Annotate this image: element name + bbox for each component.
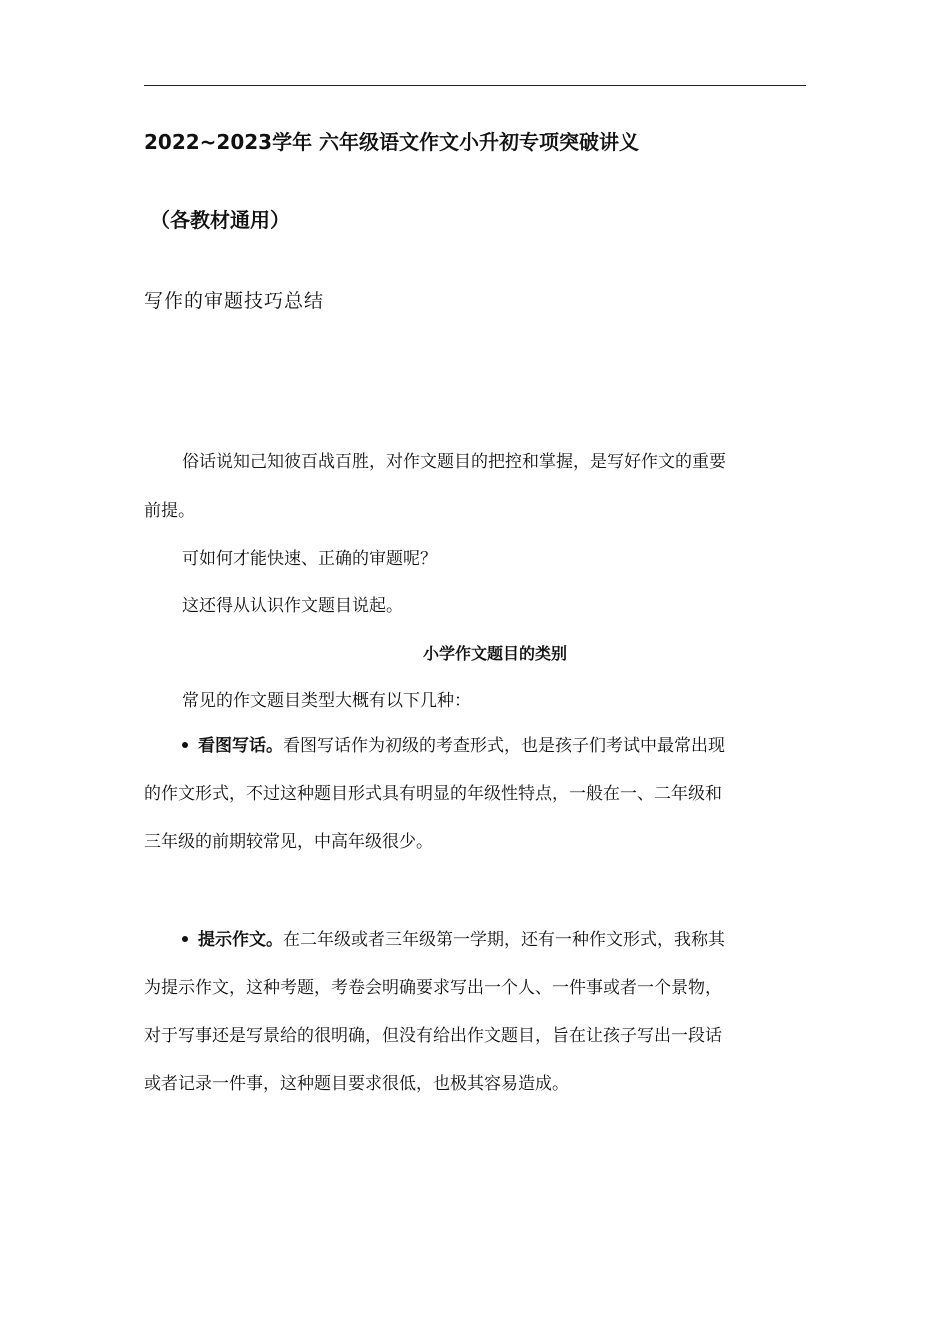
bullet-item-picture-writing (144, 732, 808, 876)
bullet-line: 或者记录一件事，这种题目要求很低，也极其容易造成。 (144, 1074, 569, 1094)
bullet-lead: 提示作文。 (198, 930, 283, 950)
intro-paragraph-3: 这还得从认识作文题目说起。 (182, 596, 403, 616)
bullet-item-prompt-writing (144, 926, 808, 1118)
document-title: 2022~2023学年 六年级语文作文小升初专项突破讲义 (144, 130, 640, 154)
intro-paragraph-2: 可如何才能快速、正确的审题呢？ (182, 549, 437, 569)
intro-paragraph-1-line-1: 俗话说知己知彼百战百胜，对作文题目的把控和掌握，是写好作文的重要 (182, 452, 726, 472)
header-rule (144, 85, 806, 86)
bullet-dot-icon (182, 936, 188, 942)
bullet-line: 为提示作文，这种考题，考卷会明确要求写出一个人、一件事或者一个景物， (144, 978, 722, 998)
document-title-subnote: （各教材通用） (150, 208, 290, 232)
bullet-lead: 看图写话。 (198, 736, 283, 756)
bullet-line (144, 732, 808, 780)
bullet-line: 三年级的前期较常见，中高年级很少。 (144, 832, 433, 852)
bullet-dot-icon (182, 742, 188, 748)
bullet-text: 看图写话作为初级的考查形式，也是孩子们考试中最常出现 (283, 736, 725, 756)
bullet-line: 的作文形式，不过这种题目形式具有明显的年级性特点，一般在一、二年级和 (144, 784, 722, 804)
bullet-line (144, 926, 808, 974)
section-heading: 小学作文题目的类别 (422, 644, 567, 663)
intro-paragraph-1-line-2: 前提。 (144, 501, 195, 521)
bullet-text: 在二年级或者三年级第一学期，还有一种作文形式，我称其 (283, 930, 725, 950)
document-subtitle: 写作的审题技巧总结 (144, 290, 325, 312)
bullet-line: 对于写事还是写景给的很明确，但没有给出作文题目，旨在让孩子写出一段话 (144, 1026, 722, 1046)
section-intro: 常见的作文题目类型大概有以下几种： (182, 691, 471, 711)
